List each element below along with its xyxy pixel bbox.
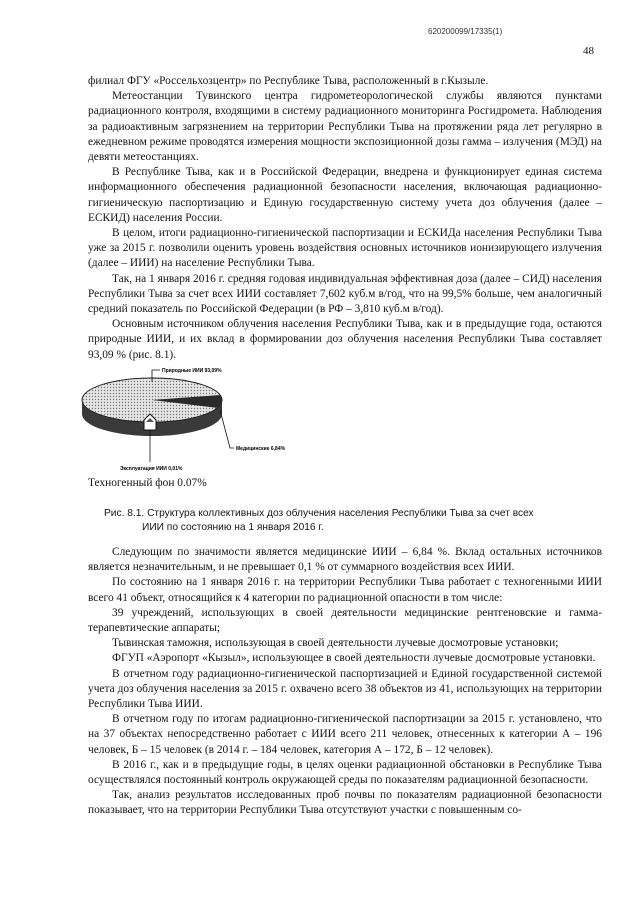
label-natural: Природные ИИИ 93,09% [162, 368, 222, 374]
paragraph: В отчетном году по итогам радиационно-гигиенической паспортизации за 2015 г. установлено, что на 37 объектах непосредственно работает с ИИИ всего 211 человек, отнесенных к категории А – 196 человек, Б – 15 человек (в 2014 г. – 184 человек, категория А – 172, Б – 12 человек). [88, 713, 602, 756]
label-techno-background: Техногенный фон 0.07% [88, 477, 207, 489]
leader-medical [220, 410, 234, 448]
pie-chart-svg [70, 362, 330, 487]
paragraph: В отчетном году радиационно-гигиенической паспортизацией и Единой государственной системой учета доз облучения населения за 2015 г. охвачено всего 38 объектов из 41, использующих на территории Республики Тыва ИИИ. [88, 667, 602, 711]
paragraph: Метеостанции Тувинского центра гидрометеорологической службы являются пунктами радиационного контроля, входящими в систему радиационного мониторинга Росгидромета. Наблюдения за радиоактивным загрязнением на территории Республики Тыва на протяжении ряда лет регулярно в ежедневном режиме проводятся измерения мощности экспозиционной дозы гамма – излучения (МЭД) на девяти метеостанциях. [88, 90, 602, 164]
body-text-bottom [88, 545, 602, 819]
paragraph: филиал ФГУ «Россельхозцентр» по Республике Тыва, расположенный в г.Кызыле. [88, 75, 489, 87]
caption-line-2: ИИИ по состоянию на 1 января 2016 г. [142, 522, 324, 533]
paragraph: Тывинская таможня, использующая в своей деятельности лучевые досмотровые установки; [112, 637, 559, 650]
paragraph: ФГУП «Аэропорт «Кызыл», использующее в своей деятельности лучевые досмотровые установки. [112, 652, 596, 665]
figure-caption [104, 507, 574, 535]
pie-chart [70, 362, 330, 487]
paragraph: В 2016 г., как и в предыдущие годы, в целях оценки радиационной обстановки в Республике Тыва осуществлялся постоянный контроль окружающей среды по показателям радиационной безопасности. [88, 758, 602, 787]
label-exploitation: Эксплуатация ИИИ 0,01% [120, 466, 183, 472]
body-text-top [88, 74, 602, 363]
document-id: 620200099/17335(1) [428, 27, 503, 36]
paragraph: 39 учреждений, использующих в своей деятельности медицинские рентгеновские и гамма-терапевтические аппараты; [88, 606, 602, 635]
caption-line-1: Рис. 8.1. Структура коллективных доз облучения населения Республики Тыва за счет всех [104, 508, 534, 519]
paragraph: Так, анализ результатов исследованных проб почвы по показателям радиационной безопасности показывает, что на территории Республики Тыва отсутствуют участки с повышенным со- [88, 789, 602, 817]
page-number: 48 [583, 45, 594, 57]
paragraph: В Республике Тыва, как и в Российской Федерации, внедрена и функционирует единая система информационного обеспечения радиационной безопасности населения, включающая радиационно-гигиеническую паспортизацию и Единую государственную систему учета доз облучения (далее – ЕСКИД) населения России. [88, 166, 602, 224]
paragraph: Так, на 1 января 2016 г. средняя годовая индивидуальная эффективная доза (далее – СИД) населения Республики Тыва за счет всех ИИИ составляет 7,602 куб.м в/год, что на 99,5% больше, чем аналогичный средний показатель по Российской Федерации (в РФ – 3,810 куб.м в/год). [88, 272, 602, 316]
paragraph: По состоянию на 1 января 2016 г. на территории Республики Тыва работает с техногенными ИИИ всего 41 объект, относящийся к 4 категории по радиационной опасности в том числе: [88, 576, 602, 604]
paragraph: В целом, итоги радиационно-гигиенической паспортизации и ЕСКИДа населения Республики Тыва уже за 2015 г. позволили оценить уровень воздействия основных источников ионизирующего излучения (далее – ИИИ) на население Республики Тыва. [88, 227, 602, 270]
paragraph: Основным источником облучения населения Республики Тыва, как и в предыдущие года, остаются природные ИИИ, и их вклад в формировании доз облучения населения Республики Тыва составляет 93,09 % (рис. 8.1). [88, 318, 602, 361]
label-medical: Медицинские 6,84% [236, 446, 286, 452]
paragraph: Следующим по значимости является медицинские ИИИ – 6,84 %. Вклад остальных источников является незначительным, и не превышает 0,1 % от суммарного воздействия всех ИИИ. [88, 546, 602, 574]
